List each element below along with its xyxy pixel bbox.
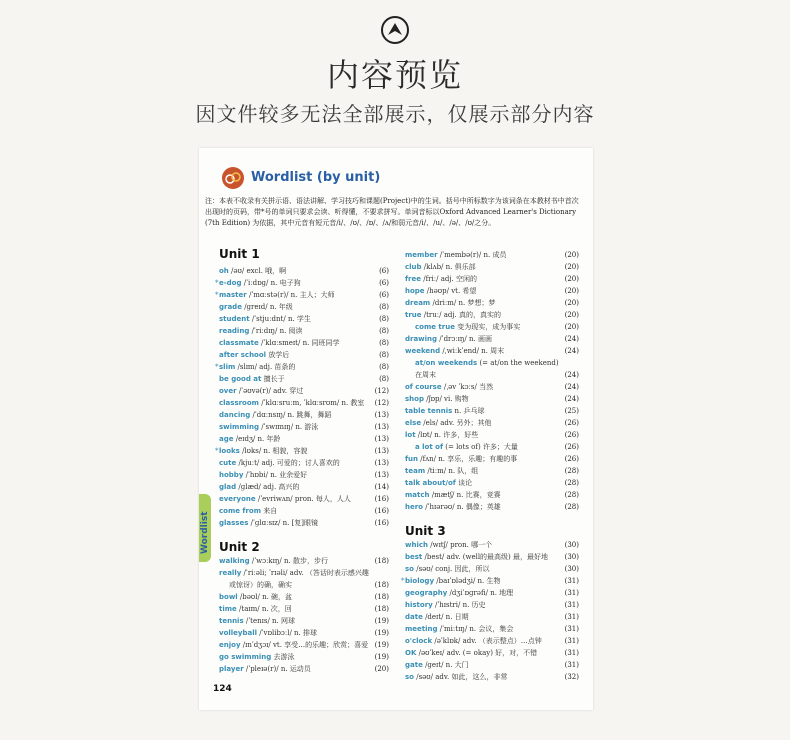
up-arrow-circle-icon	[380, 15, 410, 45]
entry-page-ref: (16)	[374, 495, 389, 503]
entry-word: swimming	[219, 423, 260, 431]
entry-definition: /ɪnˈdʒɔɪ/ vt. 享受…的乐趣；欣赏；喜爱	[242, 641, 369, 649]
entry-definition: /klʌb/ n. 俱乐部	[423, 263, 476, 271]
entry-definition: /mætʃ/ n. 比赛，竞赛	[431, 491, 501, 499]
entry-definition: /ɡeɪt/ n. 大门	[425, 661, 469, 669]
word-entry	[405, 417, 579, 429]
entry-definition: (= at/on the weekend)	[479, 359, 559, 367]
entry-word: oh	[219, 267, 229, 275]
entry-word: biology	[405, 577, 435, 585]
entry-word: go swimming	[219, 653, 272, 661]
entry-definition: /ˈriːdɪŋ/ n. 阅读	[251, 327, 303, 335]
entry-page-ref: (16)	[374, 507, 389, 515]
entry-page-ref: (20)	[374, 665, 389, 673]
entry-page-ref: (30)	[564, 553, 579, 561]
entry-word: master	[219, 291, 247, 299]
entry-page-ref: (13)	[374, 435, 389, 443]
entry-definition: /həʊp/ vt. 希望	[426, 287, 477, 295]
wordlist-logo-icon	[221, 166, 245, 190]
word-entry	[405, 453, 579, 465]
entry-definition: 擅长于	[263, 375, 285, 383]
entry-page-ref: (20)	[564, 323, 579, 331]
entry-page-ref: (12)	[374, 387, 389, 395]
entry-word: student	[219, 315, 250, 323]
entry-word: slim	[219, 363, 236, 371]
entry-word: dream	[405, 299, 431, 307]
entry-definition: /ɡlæd/ adj. 高兴的	[238, 483, 300, 491]
entry-page-ref: (20)	[564, 251, 579, 259]
word-entry	[215, 289, 389, 301]
entry-page-ref: (13)	[374, 411, 389, 419]
word-entry	[405, 647, 579, 659]
entry-page-ref: (8)	[379, 315, 389, 323]
unit-heading: Unit 3	[405, 524, 446, 538]
entry-definition: /ˈriːəli; ˈrɪəli/ adv. （答话时表示感兴趣	[243, 569, 369, 577]
entry-page-ref: (31)	[564, 661, 579, 669]
entry-definition: /slɪm/ adj. 苗条的	[237, 363, 296, 371]
entry-word: be good at	[219, 375, 262, 383]
entry-page-ref: (31)	[564, 613, 579, 621]
word-entry	[219, 373, 389, 385]
word-entry	[219, 615, 389, 627]
entry-page-ref: (24)	[564, 371, 579, 379]
entry-word: which	[405, 541, 428, 549]
entry-word: dancing	[219, 411, 251, 419]
entry-definition: /baɪˈɒlədʒi/ n. 生物	[436, 577, 501, 585]
word-entry	[405, 429, 579, 441]
entry-page-ref: (25)	[564, 407, 579, 415]
entry-word: free	[405, 275, 421, 283]
word-entry	[219, 493, 389, 505]
entry-page-ref: (18)	[374, 557, 389, 565]
entry-page-ref: (13)	[374, 447, 389, 455]
entry-word: classroom	[219, 399, 259, 407]
entry-definition: /ˈklɑːsruːm, ˈklɑːsrʊm/ n. 教室	[261, 399, 365, 407]
word-entry	[405, 587, 579, 599]
word-entry	[219, 567, 389, 579]
entry-word: reading	[219, 327, 250, 335]
entry-page-ref: (13)	[374, 471, 389, 479]
word-entry	[219, 397, 389, 409]
entry-word: best	[405, 553, 423, 561]
entry-definition: /bəʊl/ n. 碗，盆	[239, 593, 293, 601]
word-entry	[405, 321, 579, 333]
entry-definition: /lɒt/ n. 许多，好些	[417, 431, 479, 439]
unit-spacer	[219, 529, 389, 539]
word-entry	[405, 297, 579, 309]
entry-page-ref: (19)	[374, 653, 389, 661]
star-mark-icon: *	[215, 363, 219, 371]
entry-page-ref: (20)	[564, 275, 579, 283]
word-entry	[405, 489, 579, 501]
entry-definition: /ˈstjuːdnt/ n. 学生	[251, 315, 311, 323]
entry-word: drawing	[405, 335, 438, 343]
entry-definition: /ˈhɪərəʊ/ n. 偶像；英雄	[425, 503, 501, 511]
entry-word: enjoy	[219, 641, 241, 649]
document-page	[199, 148, 593, 710]
word-entry	[405, 345, 579, 357]
entry-definition: /ˌəv ˈkɔːs/ 当然	[443, 383, 494, 391]
entry-page-ref: (20)	[564, 311, 579, 319]
entry-page-ref: (18)	[374, 581, 389, 589]
entry-definition: /əʊˈkeɪ/ adv. (= okay) 好，对，不错	[418, 649, 538, 657]
entry-word: history	[405, 601, 433, 609]
entry-definition: /lʊks/ n. 相貌，容貌	[242, 447, 308, 455]
preview-heading: 内容预览	[326, 56, 463, 94]
word-entry	[219, 579, 389, 591]
entry-definition: /tiːm/ n. 队，组	[427, 467, 479, 475]
entry-page-ref: (8)	[379, 303, 389, 311]
entry-page-ref: (24)	[564, 347, 579, 355]
word-entry	[405, 285, 579, 297]
entry-page-ref: (28)	[564, 491, 579, 499]
entry-word: meeting	[405, 625, 438, 633]
word-entry	[219, 457, 389, 469]
entry-word: glad	[219, 483, 237, 491]
entry-definition: /ˈdrɔːɪŋ/ n. 画画	[439, 335, 492, 343]
entry-word: match	[405, 491, 430, 499]
entry-word: age	[219, 435, 234, 443]
word-entry	[219, 603, 389, 615]
entry-page-ref: (18)	[374, 605, 389, 613]
wordlist-note: 注：本表不收录有关拼示语、语法讲解、学习技巧和课题(Project)中的生词。括号中所标数字为该词条在本教材书中首次出现时的页码，带*号的单词只要求会读、听得懂，不要求拼写。单词音标以Oxford Advanced Learner's Dictionary (7th Edition) 为依据，其中元音有短元音/i/、/ʊ/、/ɒ/、/ʌ/和弱元音/i/、/u/、/ə/、/ʊ/之分。	[205, 197, 579, 227]
word-entry	[405, 623, 579, 635]
entry-page-ref: (6)	[379, 291, 389, 299]
word-entry	[219, 555, 389, 567]
entry-word: at/on weekends	[415, 359, 478, 367]
page-number: 124	[213, 684, 232, 694]
star-mark-icon: *	[401, 577, 405, 585]
entry-definition: /ˈiːdɒɡ/ n. 电子狗	[243, 279, 301, 287]
entry-definition: /dʒiˈɒɡrəfi/ n. 地理	[449, 589, 514, 597]
entry-page-ref: (19)	[374, 617, 389, 625]
entry-definition: /ˌwiːkˈend/ n. 周末	[442, 347, 505, 355]
word-entry	[405, 261, 579, 273]
entry-page-ref: (8)	[379, 375, 389, 383]
entry-definition: /səʊ/ adv. 如此，这么，非常	[416, 673, 508, 681]
entry-page-ref: (6)	[379, 267, 389, 275]
entry-word: table tennis	[405, 407, 453, 415]
entry-word: glasses	[219, 519, 249, 527]
entry-page-ref: (28)	[564, 467, 579, 475]
word-entry	[219, 627, 389, 639]
entry-page-ref: (26)	[564, 455, 579, 463]
entry-definition: 来自	[263, 507, 278, 515]
entry-page-ref: (26)	[564, 419, 579, 427]
entry-page-ref: (31)	[564, 625, 579, 633]
entry-definition: /fʌn/ n. 享乐，乐趣；有趣的事	[420, 455, 518, 463]
word-entry	[405, 369, 579, 381]
entry-page-ref: (28)	[564, 503, 579, 511]
word-entry	[401, 575, 579, 587]
word-entry	[219, 409, 389, 421]
word-entry	[219, 469, 389, 481]
entry-definition: /ˈevriwʌn/ pron. 每人，人人	[257, 495, 351, 503]
entry-page-ref: (24)	[564, 395, 579, 403]
word-entry	[405, 563, 579, 575]
entry-definition: /ʃɒp/ vi. 购物	[426, 395, 469, 403]
entry-definition: /ˈhɒbi/ n. 业余爱好	[245, 471, 308, 479]
entry-word: club	[405, 263, 422, 271]
unit-heading: Unit 1	[219, 247, 260, 261]
entry-word: come true	[415, 323, 455, 331]
word-entry	[405, 635, 579, 647]
entry-word: volleyball	[219, 629, 258, 637]
entry-definition: /ˈmiːtɪŋ/ n. 会议，集会	[439, 625, 514, 633]
entry-page-ref: (13)	[374, 423, 389, 431]
entry-definition: /ˈɡlɑːsɪz/ n. [复]眼镜	[250, 519, 318, 527]
entry-definition: /səʊ/ conj. 因此，所以	[416, 565, 490, 573]
word-entry	[219, 433, 389, 445]
entry-definition: /els/ adv. 另外；其他	[423, 419, 492, 427]
entry-word: cute	[219, 459, 237, 467]
unit-spacer	[405, 513, 579, 523]
star-mark-icon: *	[215, 279, 219, 287]
entry-page-ref: (14)	[374, 483, 389, 491]
unit-heading: Unit 2	[219, 540, 260, 554]
entry-definition: /ˈmembə(r)/ n. 成员	[439, 251, 507, 259]
word-entry	[219, 639, 389, 651]
word-entry	[219, 481, 389, 493]
word-entry	[219, 349, 389, 361]
word-entry	[215, 445, 389, 457]
entry-word: looks	[219, 447, 240, 455]
entry-definition: /ˈpleɪə(r)/ n. 运动员	[245, 665, 311, 673]
entry-page-ref: (20)	[564, 299, 579, 307]
entry-word: classmate	[219, 339, 259, 347]
entry-word: really	[219, 569, 242, 577]
entry-word: of course	[405, 383, 442, 391]
entry-definition: /taɪm/ n. 次，回	[239, 605, 292, 613]
entry-definition: 在周末	[415, 371, 436, 379]
word-entry	[219, 517, 389, 529]
entry-definition: /ˈtenɪs/ n. 网球	[245, 617, 295, 625]
word-entry	[405, 405, 579, 417]
word-entry	[215, 277, 389, 289]
entry-page-ref: (26)	[564, 431, 579, 439]
entry-word: hobby	[219, 471, 244, 479]
word-entry	[219, 325, 389, 337]
entry-word: a lot of	[415, 443, 444, 451]
entry-definition: /ˈvɒlibɔːl/ n. 排球	[259, 629, 317, 637]
entry-definition: /ˈwɔːkɪŋ/ n. 散步，步行	[251, 557, 328, 565]
word-entry	[405, 357, 579, 369]
star-mark-icon: *	[215, 447, 219, 455]
entry-definition: n. 乒乓球	[454, 407, 485, 415]
entry-page-ref: (31)	[564, 577, 579, 585]
entry-word: hero	[405, 503, 423, 511]
word-entry	[405, 441, 579, 453]
entry-word: team	[405, 467, 426, 475]
entry-page-ref: (12)	[374, 399, 389, 407]
entry-page-ref: (32)	[564, 673, 579, 681]
entry-definition: /kjuːt/ adj. 可爱的；讨人喜欢的	[238, 459, 340, 467]
word-entry	[219, 337, 389, 349]
entry-definition: /ɡreɪd/ n. 年级	[244, 303, 293, 311]
entry-page-ref: (8)	[379, 351, 389, 359]
entry-word: after school	[219, 351, 267, 359]
word-entry	[405, 465, 579, 477]
word-entry	[405, 309, 579, 321]
entry-page-ref: (20)	[564, 263, 579, 271]
entry-page-ref: (6)	[379, 279, 389, 287]
entry-page-ref: (30)	[564, 541, 579, 549]
entry-definition: /ˈklɑːsmeɪt/ n. 同班同学	[260, 339, 340, 347]
entry-page-ref: (26)	[564, 443, 579, 451]
entry-definition: /ˈswɪmɪŋ/ n. 游泳	[261, 423, 319, 431]
entry-word: bowl	[219, 593, 238, 601]
word-entry	[219, 651, 389, 663]
entry-word: player	[219, 665, 244, 673]
word-entry	[405, 333, 579, 345]
entry-page-ref: (31)	[564, 589, 579, 597]
entry-definition: (= lots of) 许多；大量	[445, 443, 518, 451]
entry-word: so	[405, 673, 414, 681]
entry-word: come from	[219, 507, 262, 515]
entry-definition: /əʊ/ excl. 哦，啊	[231, 267, 287, 275]
entry-word: time	[219, 605, 237, 613]
entry-word: shop	[405, 395, 424, 403]
word-entry	[219, 421, 389, 433]
entry-definition: /eɪdʒ/ n. 年龄	[235, 435, 281, 443]
word-entry	[405, 501, 579, 513]
entry-page-ref: (19)	[374, 629, 389, 637]
word-entry	[405, 611, 579, 623]
entry-word: date	[405, 613, 423, 621]
entry-page-ref: (31)	[564, 649, 579, 657]
entry-word: everyone	[219, 495, 256, 503]
entry-word: talk about/of	[405, 479, 456, 487]
entry-page-ref: (19)	[374, 641, 389, 649]
entry-word: so	[405, 565, 414, 573]
word-entry	[219, 663, 389, 675]
entry-page-ref: (20)	[564, 287, 579, 295]
word-entry	[405, 249, 579, 261]
word-entry	[405, 393, 579, 405]
entry-word: else	[405, 419, 422, 427]
entry-definition: /driːm/ n. 梦想；梦	[432, 299, 496, 307]
entry-page-ref: (16)	[374, 519, 389, 527]
word-entry	[405, 273, 579, 285]
word-entry	[219, 265, 389, 277]
entry-word: gate	[405, 661, 423, 669]
entry-page-ref: (8)	[379, 327, 389, 335]
star-mark-icon: *	[215, 291, 219, 299]
word-entry	[215, 361, 389, 373]
entry-definition: 谈论	[458, 479, 473, 487]
entry-definition: 放学后	[268, 351, 290, 359]
entry-word: grade	[219, 303, 242, 311]
entry-word: fun	[405, 455, 419, 463]
left-column	[215, 246, 389, 675]
entry-page-ref: (8)	[379, 363, 389, 371]
entry-word: over	[219, 387, 237, 395]
entry-word: e-dog	[219, 279, 242, 287]
entry-definition: 去游泳	[273, 653, 295, 661]
entry-page-ref: (31)	[564, 601, 579, 609]
entry-word: member	[405, 251, 438, 259]
entry-definition: /ˈəʊvə(r)/ adv. 穿过	[238, 387, 304, 395]
entry-definition: /ˈhɪstri/ n. 历史	[434, 601, 486, 609]
entry-word: OK	[405, 649, 417, 657]
entry-word: lot	[405, 431, 416, 439]
entry-word: tennis	[219, 617, 244, 625]
entry-definition: 变为现实，成为事实	[457, 323, 521, 331]
entry-definition: /wɪtʃ/ pron. 哪一个	[430, 541, 493, 549]
word-entry	[405, 659, 579, 671]
word-entry	[405, 477, 579, 489]
entry-word: o'clock	[405, 637, 433, 645]
entry-page-ref: (30)	[564, 565, 579, 573]
entry-definition: /truː/ adj. 真的，真实的	[423, 311, 502, 319]
entry-definition: /ˈmɑːstə(r)/ n. 主人；大师	[248, 291, 335, 299]
word-entry	[405, 539, 579, 551]
entry-page-ref: (13)	[374, 459, 389, 467]
entry-word: walking	[219, 557, 250, 565]
entry-definition: /friː/ adj. 空闲的	[423, 275, 477, 283]
entry-page-ref: (28)	[564, 479, 579, 487]
wordlist-side-tab-label: Wordlist	[200, 511, 210, 554]
entry-definition: /best/ adv. (well的最高级) 最，最好地	[424, 553, 549, 561]
entry-word: true	[405, 311, 422, 319]
entry-definition: /deɪt/ n. 日期	[425, 613, 469, 621]
word-entry	[219, 313, 389, 325]
word-entry	[219, 505, 389, 517]
entry-word: hope	[405, 287, 425, 295]
wordlist-title: Wordlist (by unit)	[251, 170, 381, 185]
word-entry	[405, 551, 579, 563]
entry-word: weekend	[405, 347, 441, 355]
entry-definition: 或惊讶）的确，确实	[229, 581, 292, 589]
word-entry	[219, 301, 389, 313]
entry-page-ref: (31)	[564, 637, 579, 645]
word-entry	[405, 381, 579, 393]
word-entry	[405, 671, 579, 683]
entry-page-ref: (24)	[564, 383, 579, 391]
word-entry	[405, 599, 579, 611]
preview-subheading: 因文件较多无法全部展示，仅展示部分内容	[195, 102, 595, 126]
right-column	[401, 249, 579, 683]
entry-page-ref: (24)	[564, 335, 579, 343]
word-entry	[219, 591, 389, 603]
entry-page-ref: (18)	[374, 593, 389, 601]
entry-definition: /ˈdɑːnsɪŋ/ n. 跳舞，舞蹈	[252, 411, 332, 419]
entry-word: geography	[405, 589, 448, 597]
entry-page-ref: (8)	[379, 339, 389, 347]
word-entry	[219, 385, 389, 397]
entry-definition: /əˈklɒk/ adv. （表示整点）…点钟	[434, 637, 542, 645]
